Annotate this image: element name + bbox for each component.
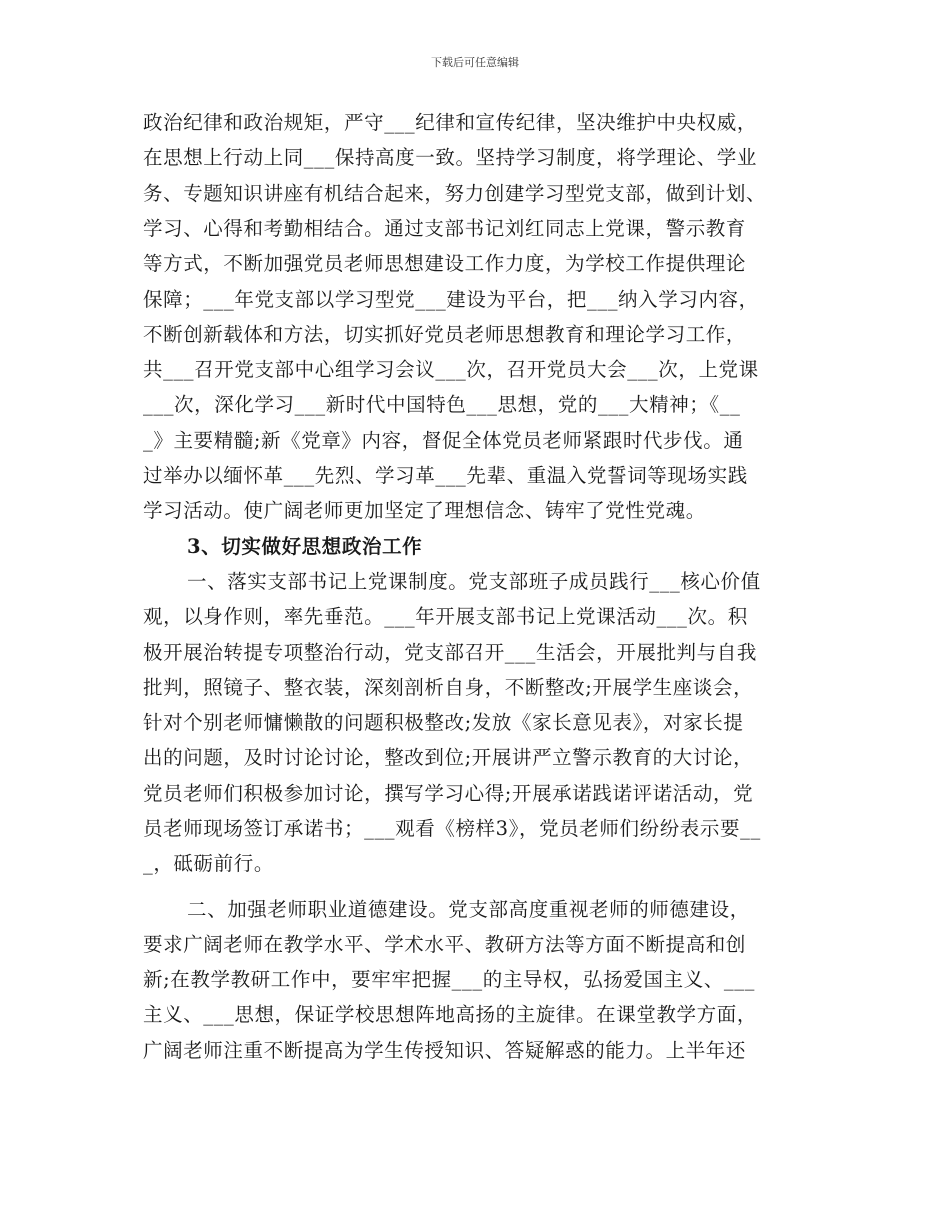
paragraph-line: 学习活动。使广阔老师更加坚定了理想信念、铸牢了党性党魂。 — [143, 499, 706, 522]
paragraph-line: 极开展治转提专项整治行动，党支部召开___生活会，开展批判与自我 — [143, 641, 757, 664]
page-header: 下载后可任意编辑 — [431, 56, 519, 69]
paragraph-line: 观，以身作则，率先垂范。___年开展支部书记上党课活动___次。积 — [143, 605, 748, 628]
paragraph-line: 针对个别老师慵懒散的问题积极整改;发放《家长意见表》，对家长提 — [143, 711, 744, 734]
paragraph-line: 党员老师们积极参加讨论，撰写学习心得;开展承诺践诺评诺活动，党 — [143, 782, 754, 805]
paragraph-line: 不断创新载体和方法，切实抓好党员老师思想教育和理论学习工作， — [143, 323, 747, 346]
paragraph-line: 务、专题知识讲座有机结合起来，努力创建学习型党支部，做到计划、 — [143, 182, 767, 205]
paragraph-line: 批判，照镜子、整衣装，深刻剖析自身，不断整改;开展学生座谈会， — [143, 676, 754, 699]
section-heading: 3、切实做好思想政治工作 — [187, 535, 423, 558]
paragraph-line: 共___召开党支部中心组学习会议___次，召开党员大会___次，上党课 — [143, 358, 759, 381]
paragraph-line: 学习、心得和考勤相结合。通过支部书记刘红同志上党课，警示教育 — [143, 217, 747, 240]
paragraph-line: _》主要精髓;新《党章》内容，督促全体党员老师紧跟时代步伐。通 — [143, 429, 744, 452]
paragraph-line: 要求广阔老师在教学水平、学术水平、教研方法等方面不断提高和创 — [143, 933, 747, 956]
paragraph-line: 二、加强老师职业道德建设。党支部高度重视老师的师德建设， — [187, 898, 750, 921]
paragraph-line: 一、落实支部书记上党课制度。党支部班子成员践行___核心价值 — [187, 570, 761, 593]
paragraph-line: 等方式，不断加强党员老师思想建设工作力度，为学校工作提供理论 — [143, 252, 747, 275]
paragraph-line: _，砥砺前行。 — [143, 852, 274, 875]
paragraph-line: 主义、___思想，保证学校思想阵地高扬的主旋律。在课堂教学方面， — [143, 1003, 757, 1026]
paragraph-line: 保障；___年党支部以学习型党___建设为平台，把___纳入学习内容， — [143, 288, 759, 311]
paragraph-line: 新;在教学教研工作中，要牢牢把握___的主导权，弘扬爱国主义、___ — [143, 968, 755, 991]
paragraph-line: 在思想上行动上同___保持高度一致。坚持学习制度，将学理论、学业 — [143, 146, 757, 169]
paragraph-line: 过举办以缅怀革___先烈、学习革___先辈、重温入党誓词等现场实践 — [143, 464, 748, 487]
paragraph-line: 政治纪律和政治规矩，严守___纪律和宣传纪律，坚决维护中央权威， — [143, 111, 757, 134]
paragraph-line: 出的问题，及时讨论讨论，整改到位;开展讲严立警示教育的大讨论， — [143, 746, 754, 769]
paragraph-line: 广阔老师注重不断提高为学生传授知识、答疑解惑的能力。上半年还 — [143, 1039, 747, 1062]
paragraph-line: ___次，深化学习___新时代中国特色___思想，党的___大精神；《__ — [143, 393, 741, 416]
paragraph-line: 员老师现场签订承诺书；___观看《榜样3》，党员老师们纷纷表示要__ — [143, 817, 761, 840]
